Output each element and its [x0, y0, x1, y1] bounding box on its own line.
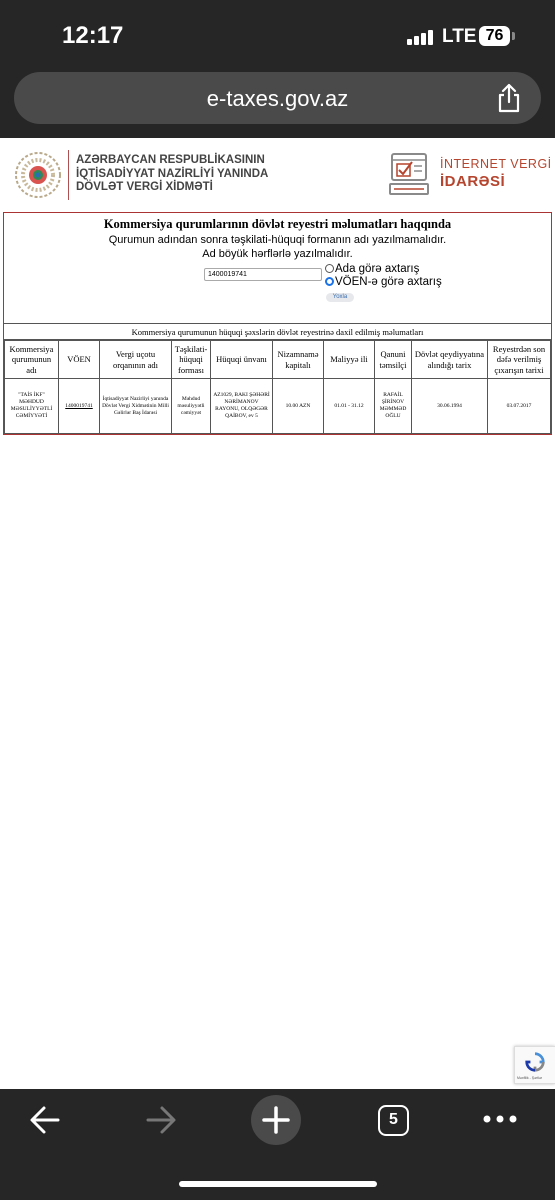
- new-tab-button[interactable]: [251, 1095, 301, 1145]
- internet-tax-office-icon[interactable]: [388, 152, 432, 198]
- url-text[interactable]: e-taxes.gov.az: [206, 86, 349, 111]
- tabs-button[interactable]: 5: [378, 1105, 409, 1136]
- state-emblem-icon: [13, 150, 63, 200]
- more-dots-icon[interactable]: [482, 1113, 518, 1125]
- portal-name-line-1: İNTERNET VERGİ: [440, 157, 552, 171]
- ministry-line-2: İQTİSADİYYAT NAZİRLİYİ YANINDA: [76, 167, 269, 180]
- column-header: Təşkilati-hüquqi forması: [172, 341, 211, 379]
- charter-capital-cell: 10.00 AZN: [273, 379, 324, 434]
- voen-link[interactable]: 1400019741: [65, 402, 93, 409]
- radio-search-by-name[interactable]: [325, 263, 419, 275]
- column-header: Hüquqi ünvanı: [211, 341, 273, 379]
- home-indicator[interactable]: [179, 1181, 377, 1187]
- table-header-row: [5, 341, 551, 379]
- voen-cell: [59, 379, 100, 434]
- column-header: Dövlət qeydiyyatına alındığı tarix: [412, 341, 488, 379]
- results-table: [4, 340, 551, 434]
- portal-name[interactable]: [440, 156, 552, 191]
- legal-form-cell: Məhdud məsuliyyətli cəmiyyət: [172, 379, 211, 434]
- column-header: Maliyyə ili: [324, 341, 375, 379]
- registration-date-cell: 30.06.1994: [412, 379, 488, 434]
- recaptcha-privacy-terms[interactable]: Məxfilik - Şərtlər: [517, 1076, 543, 1080]
- column-header: Reyestrdən son dəfə verilmiş çıxarışın tarixi: [488, 341, 551, 379]
- column-header: VÖEN: [59, 341, 100, 379]
- radio-name-label[interactable]: Ada görə axtarış: [335, 263, 420, 275]
- fiscal-year-cell: 01.01 - 31.12: [324, 379, 375, 434]
- tax-authority-cell: İqtisadiyyat Nazirliyi yanında Dövlət Vergi Xidmətinin Milli Gəlirlər Baş İdarəsi: [100, 379, 172, 434]
- uppercase-note: Ad böyük hərflərlə yazılmalıdır.: [202, 248, 353, 260]
- site-header: [0, 138, 555, 210]
- battery-tip: [512, 32, 515, 40]
- table-row: [5, 379, 551, 434]
- last-extract-date-cell: 03.07.2017: [488, 379, 551, 434]
- radio-name-button[interactable]: [325, 264, 334, 273]
- column-header: Qanuni təmsilçi: [375, 341, 412, 379]
- plus-icon: [262, 1106, 290, 1134]
- company-name-cell: "TAİS İKF" MƏHDUD MƏSULİYYƏTLİ CƏMİYYƏTİ: [5, 379, 59, 434]
- share-icon[interactable]: [494, 82, 524, 114]
- column-header: Kommersiya qurumunun adı: [5, 341, 59, 379]
- naming-note: Qurumun adından sonra təşkilati-hüquqi formanın adı yazılmamalıdır.: [108, 234, 447, 246]
- page-title: Kommersiya qurumlarının dövlət reyestri məlumatları haqqında: [103, 217, 452, 231]
- ministry-line-1: AZƏRBAYCAN RESPUBLİKASININ: [76, 154, 265, 166]
- battery-icon: 76: [479, 26, 510, 46]
- status-time: 12:17: [62, 22, 124, 49]
- header-divider: [68, 150, 69, 200]
- radio-voen-label[interactable]: VÖEN-ə görə axtarış: [335, 276, 442, 288]
- arrow-right-icon[interactable]: [144, 1104, 178, 1136]
- signal-icon: [407, 29, 437, 45]
- legal-representative-cell: RAFAİL ŞİRİNOV MƏMMƏD OĞLU: [375, 379, 412, 434]
- portal-name-line-2: İDARƏSİ: [440, 173, 506, 190]
- ministry-name: [76, 154, 268, 195]
- column-header: Nizamnamə kapitalı: [273, 341, 324, 379]
- recaptcha-icon: [524, 1051, 546, 1073]
- radio-voen-button[interactable]: [325, 277, 334, 286]
- column-header: Vergi uçotu orqanının adı: [100, 341, 172, 379]
- search-input[interactable]: 1400019741: [204, 268, 322, 281]
- address-bar[interactable]: [14, 72, 541, 124]
- recaptcha-badge[interactable]: [514, 1046, 555, 1084]
- browser-top-bar: [0, 0, 555, 138]
- results-caption: Kommersiya qurumunun hüquqi şəxslərin dövlət reyestrinə daxil edilmiş məlumatları: [4, 323, 551, 340]
- legal-address-cell: AZ1029, BAKI ŞƏHƏRİ NƏRİMANOV RAYONU, OLQƏGƏR QAİBOV, ev 5: [211, 379, 273, 434]
- check-button[interactable]: Yoxla: [326, 293, 354, 302]
- browser-bottom-toolbar: [0, 1089, 555, 1200]
- registry-search-panel: [3, 212, 552, 435]
- radio-search-by-voen[interactable]: [325, 276, 442, 288]
- ministry-line-3: DÖVLƏT VERGİ XİDMƏTİ: [76, 181, 213, 193]
- network-type: LTE: [442, 26, 477, 47]
- arrow-left-icon[interactable]: [28, 1104, 62, 1136]
